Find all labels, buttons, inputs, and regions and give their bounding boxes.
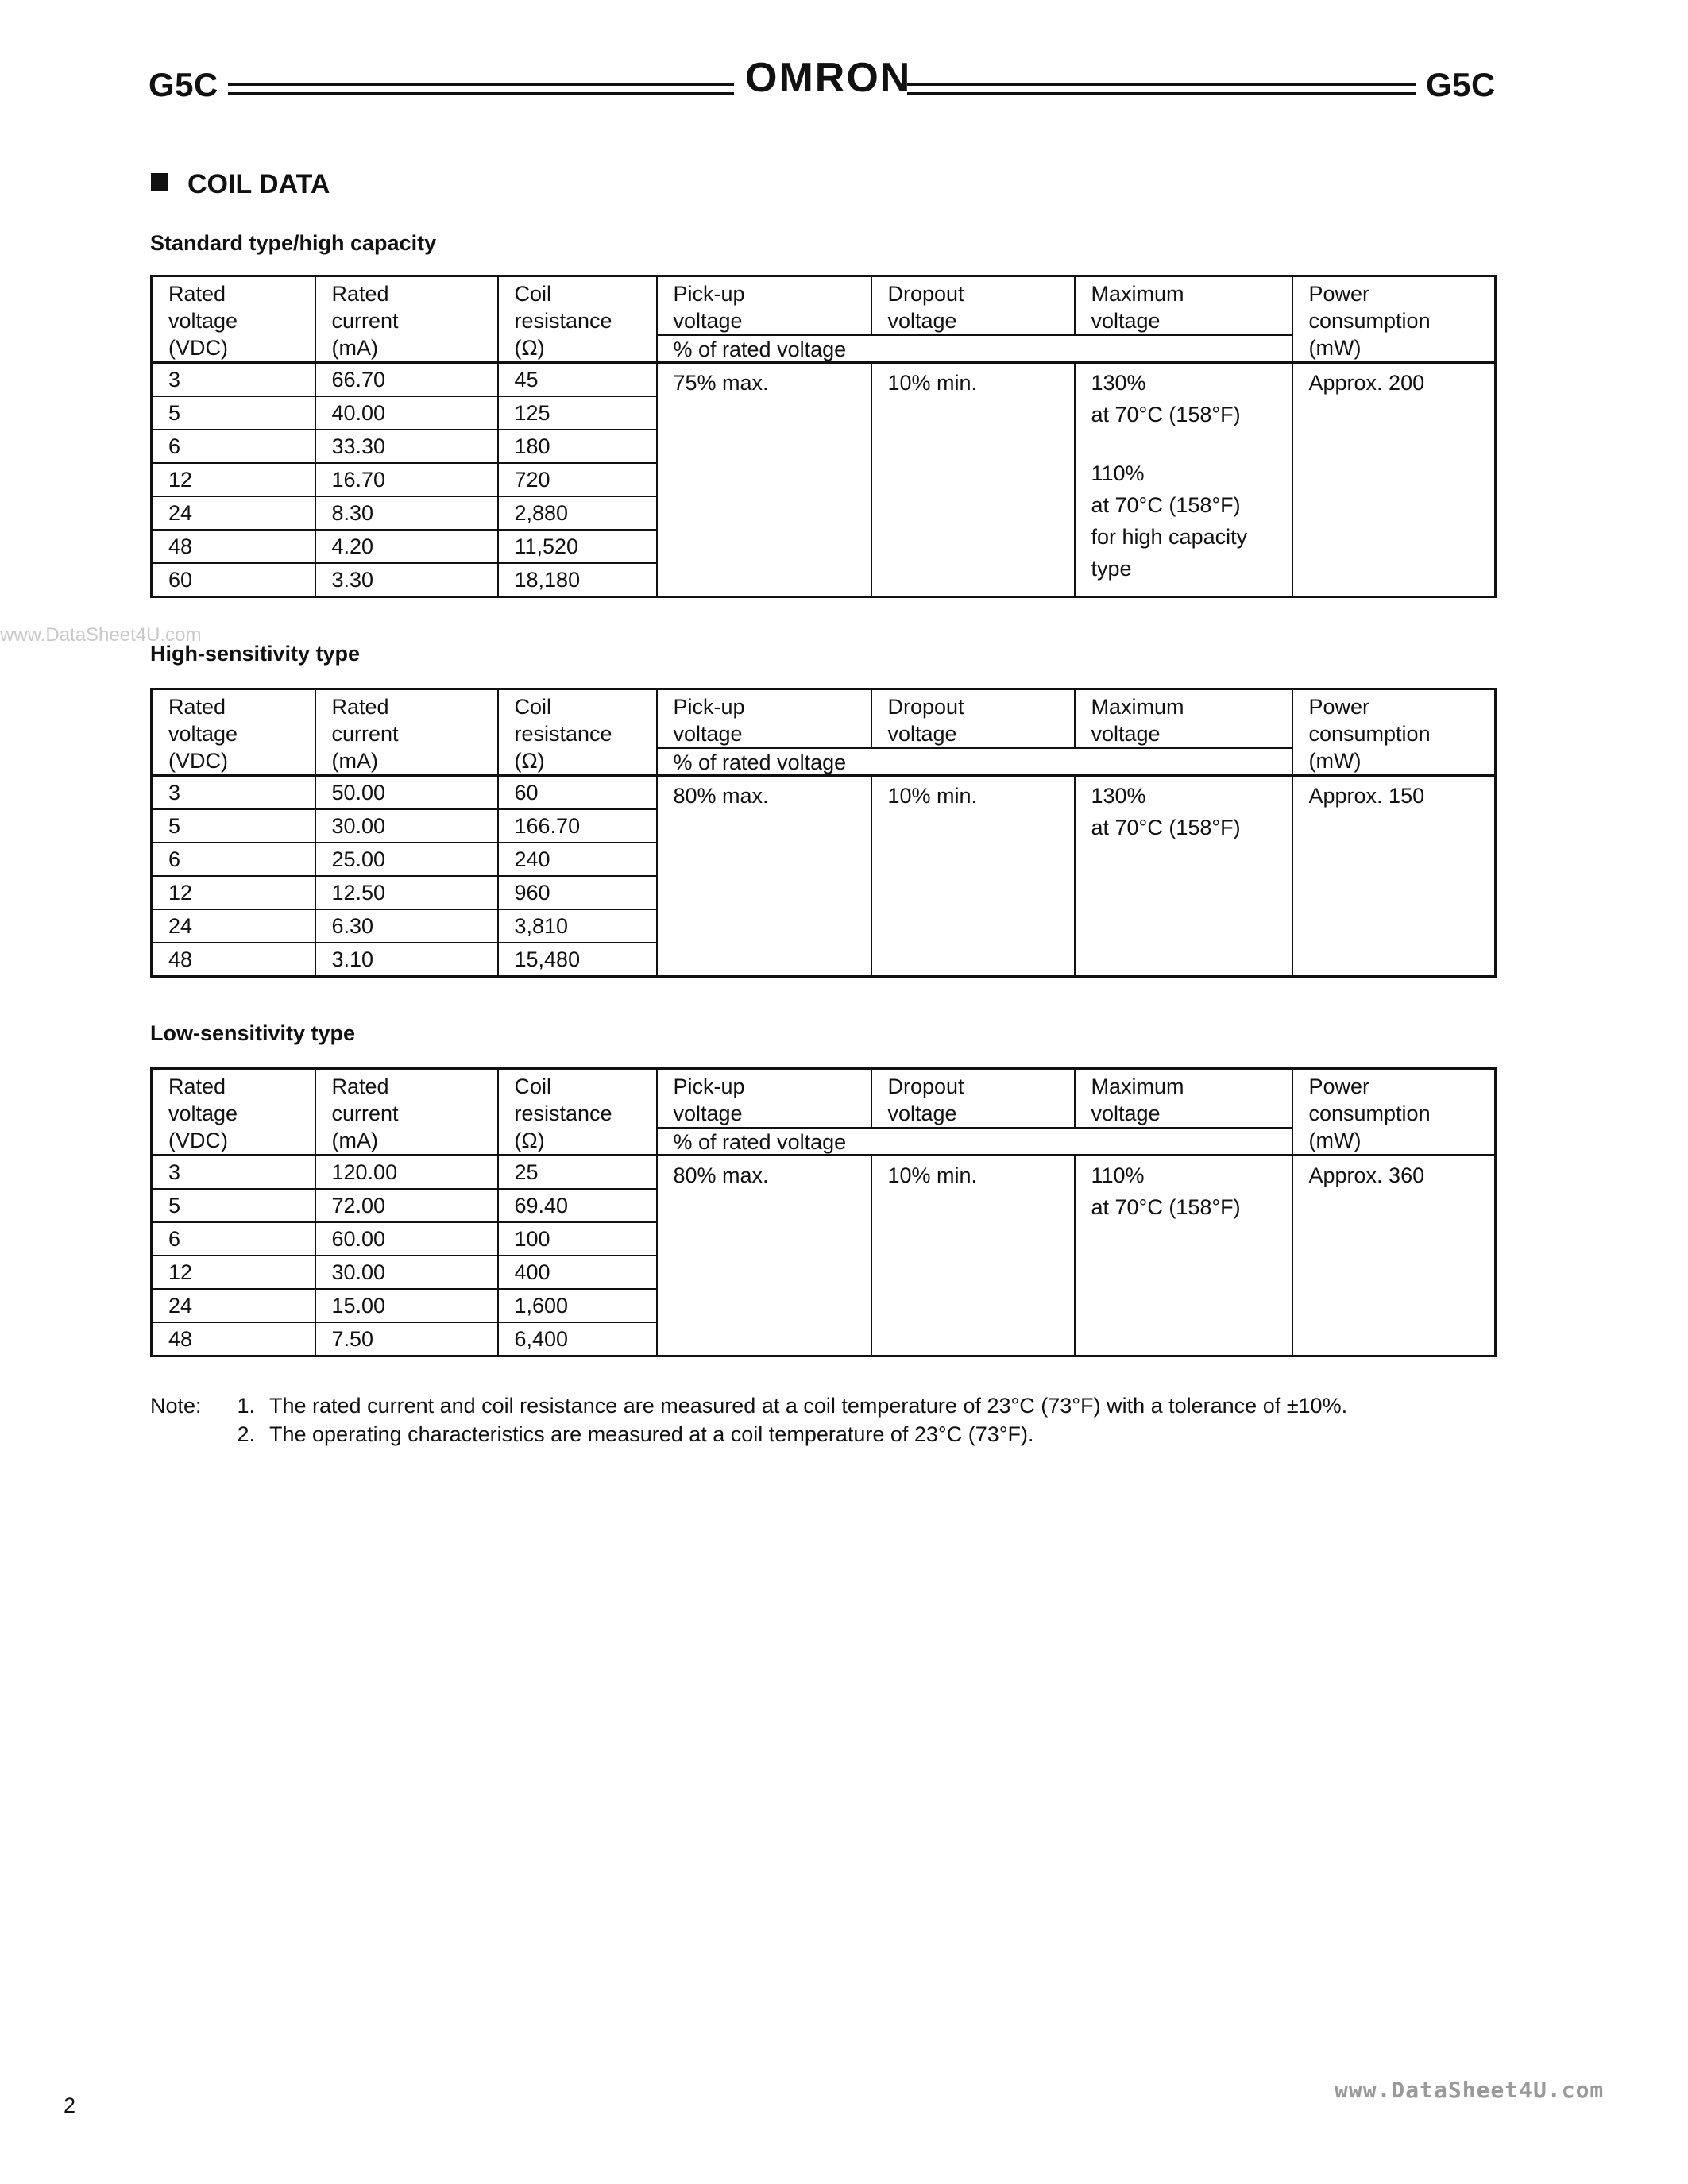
notes — [150, 1391, 1347, 1449]
note-text: The rated current and coil resistance are measured at a coil temperature of 23°C (73°F) with a tolerance of ±10%. — [269, 1394, 1348, 1418]
header-pickup: Pick-up voltage — [657, 1069, 871, 1129]
header-power: Power consumption (mW) — [1292, 1069, 1496, 1156]
cell-rated-voltage: 3 — [152, 1156, 315, 1190]
cell-pickup: 80% max. — [657, 776, 871, 977]
header-rated-current: Rated current (mA) — [315, 276, 498, 363]
cell-rated-current: 7.50 — [315, 1322, 498, 1356]
header-pct-rated: % of rated voltage — [657, 748, 1292, 776]
maximum-line: type — [1091, 557, 1132, 581]
maximum-line: at 70°C (158°F) — [1091, 1195, 1241, 1219]
cell-rated-current: 33.30 — [315, 430, 498, 463]
brand-logo: OMRON — [745, 55, 912, 101]
cell-pickup: 75% max. — [657, 363, 871, 597]
cell-coil-resistance: 1,600 — [498, 1289, 657, 1322]
header-dropout: Dropout voltage — [871, 276, 1075, 336]
cell-rated-current: 120.00 — [315, 1156, 498, 1190]
note-item — [150, 1420, 1347, 1449]
section-title — [151, 171, 330, 198]
cell-coil-resistance: 960 — [498, 876, 657, 909]
section-title-text: COIL DATA — [187, 169, 330, 199]
note-number: 2. — [237, 1422, 255, 1446]
cell-rated-current: 30.00 — [315, 809, 498, 843]
cell-rated-current: 72.00 — [315, 1189, 498, 1222]
table-row — [152, 363, 1496, 397]
cell-rated-voltage: 24 — [152, 496, 315, 530]
cell-rated-current: 15.00 — [315, 1289, 498, 1322]
cell-rated-voltage: 3 — [152, 363, 315, 397]
table-title-low-sensitivity: Low-sensitivity type — [150, 1021, 356, 1045]
cell-rated-current: 60.00 — [315, 1222, 498, 1256]
maximum-line: at 70°C (158°F) — [1091, 493, 1241, 517]
cell-rated-current: 30.00 — [315, 1256, 498, 1289]
cell-power: Approx. 200 — [1292, 363, 1496, 597]
header-maximum: Maximum voltage — [1075, 1069, 1292, 1129]
cell-coil-resistance: 11,520 — [498, 530, 657, 563]
model-name-left: G5C — [149, 66, 218, 103]
cell-coil-resistance: 180 — [498, 430, 657, 463]
maximum-line: at 70°C (158°F) — [1091, 403, 1241, 426]
note-text: The operating characteristics are measured at a coil temperature of 23°C (73°F). — [269, 1422, 1034, 1446]
cell-coil-resistance: 720 — [498, 463, 657, 496]
cell-coil-resistance: 100 — [498, 1222, 657, 1256]
cell-coil-resistance: 15,480 — [498, 943, 657, 977]
cell-rated-voltage: 12 — [152, 876, 315, 909]
cell-dropout: 10% min. — [871, 776, 1075, 977]
cell-power: Approx. 150 — [1292, 776, 1496, 977]
cell-rated-current: 40.00 — [315, 396, 498, 430]
header-power: Power consumption (mW) — [1292, 276, 1496, 363]
header-power: Power consumption (mW) — [1292, 689, 1496, 776]
header-rated-voltage: Rated voltage (VDC) — [152, 1069, 315, 1156]
cell-rated-voltage: 12 — [152, 1256, 315, 1289]
cell-rated-voltage: 60 — [168, 568, 193, 592]
coil-data-table — [150, 275, 1497, 598]
cell-rated-voltage: 48 — [168, 1327, 193, 1351]
coil-data-table — [150, 1067, 1497, 1357]
footer-watermark: www.DataSheet4U.com — [1335, 2077, 1605, 2103]
header-rated-current: Rated current (mA) — [315, 1069, 498, 1156]
maximum-line: at 70°C (158°F) — [1091, 816, 1241, 839]
cell-maximum — [1075, 1156, 1292, 1356]
cell-coil-resistance: 166.70 — [498, 809, 657, 843]
cell-rated-voltage: 48 — [168, 947, 193, 971]
cell-coil-resistance: 125 — [498, 396, 657, 430]
cell-coil-resistance: 6,400 — [498, 1322, 657, 1356]
header-pickup: Pick-up voltage — [657, 689, 871, 749]
header-maximum: Maximum voltage — [1075, 689, 1292, 749]
model-name-right: G5C — [1426, 66, 1496, 103]
header-maximum: Maximum voltage — [1075, 276, 1292, 336]
cell-coil-resistance: 240 — [498, 843, 657, 876]
cell-rated-current: 50.00 — [315, 776, 498, 810]
cell-rated-current: 4.20 — [315, 530, 498, 563]
cell-coil-resistance: 25 — [498, 1156, 657, 1190]
cell-rated-voltage: 48 — [152, 530, 315, 563]
cell-rated-current: 66.70 — [315, 363, 498, 397]
cell-rated-current: 16.70 — [315, 463, 498, 496]
cell-maximum — [1075, 776, 1292, 977]
header-rule-right — [907, 83, 1416, 95]
cell-dropout: 10% min. — [871, 363, 1075, 597]
cell-rated-voltage: 24 — [152, 909, 315, 943]
cell-rated-voltage: 5 — [152, 1189, 315, 1222]
header-dropout: Dropout voltage — [871, 689, 1075, 749]
maximum-line: 110% — [1091, 1163, 1145, 1187]
cell-rated-voltage: 12 — [152, 463, 315, 496]
cell-rated-current: 3.10 — [315, 943, 498, 977]
header-coil-resistance: Coil resistance (Ω) — [498, 276, 657, 363]
header-rule-left — [228, 83, 734, 95]
table-title-high-sensitivity: High-sensitivity type — [150, 642, 361, 666]
page-number: 2 — [64, 2093, 76, 2117]
table-row — [152, 776, 1496, 810]
cell-coil-resistance: 400 — [498, 1256, 657, 1289]
cell-dropout: 10% min. — [871, 1156, 1075, 1356]
header-rated-voltage: Rated voltage (VDC) — [152, 689, 315, 776]
header-coil-resistance: Coil resistance (Ω) — [498, 1069, 657, 1156]
cell-rated-current: 12.50 — [315, 876, 498, 909]
cell-coil-resistance: 45 — [498, 363, 657, 397]
cell-rated-voltage: 6 — [152, 1222, 315, 1256]
cell-power: Approx. 360 — [1292, 1156, 1496, 1356]
note-label: Note: — [150, 1394, 202, 1418]
header-coil-resistance: Coil resistance (Ω) — [498, 689, 657, 776]
cell-maximum — [1075, 363, 1292, 597]
table-row — [152, 1156, 1496, 1190]
cell-coil-resistance: 60 — [498, 776, 657, 810]
cell-rated-voltage: 5 — [152, 809, 315, 843]
maximum-line: 130% — [1091, 371, 1146, 395]
cell-pickup: 80% max. — [657, 1156, 871, 1356]
cell-rated-current: 25.00 — [315, 843, 498, 876]
header-dropout: Dropout voltage — [871, 1069, 1075, 1129]
cell-rated-voltage: 24 — [152, 1289, 315, 1322]
maximum-line: 130% — [1091, 784, 1146, 808]
cell-coil-resistance: 2,880 — [498, 496, 657, 530]
maximum-line: 110% — [1091, 461, 1145, 485]
note-item — [150, 1391, 1347, 1420]
cell-rated-current: 6.30 — [315, 909, 498, 943]
header-pct-rated: % of rated voltage — [657, 335, 1292, 363]
coil-data-table — [150, 688, 1497, 978]
square-bullet-icon — [151, 173, 168, 191]
cell-rated-voltage: 6 — [152, 843, 315, 876]
cell-rated-current: 8.30 — [315, 496, 498, 530]
cell-rated-current: 3.30 — [315, 563, 498, 597]
note-number: 1. — [237, 1394, 255, 1418]
maximum-line: for high capacity — [1091, 525, 1248, 549]
header-rated-current: Rated current (mA) — [315, 689, 498, 776]
cell-rated-voltage: 6 — [152, 430, 315, 463]
header-pickup: Pick-up voltage — [657, 276, 871, 336]
cell-rated-voltage: 5 — [152, 396, 315, 430]
cell-coil-resistance: 18,180 — [498, 563, 657, 597]
table-title-standard: Standard type/high capacity — [150, 231, 437, 255]
header-pct-rated: % of rated voltage — [657, 1128, 1292, 1156]
header-rated-voltage: Rated voltage (VDC) — [152, 276, 315, 363]
cell-rated-voltage: 3 — [152, 776, 315, 810]
side-watermark: www.DataSheet4U.com — [0, 624, 202, 646]
cell-coil-resistance: 69.40 — [498, 1189, 657, 1222]
maximum-line — [1091, 430, 1276, 457]
cell-coil-resistance: 3,810 — [498, 909, 657, 943]
